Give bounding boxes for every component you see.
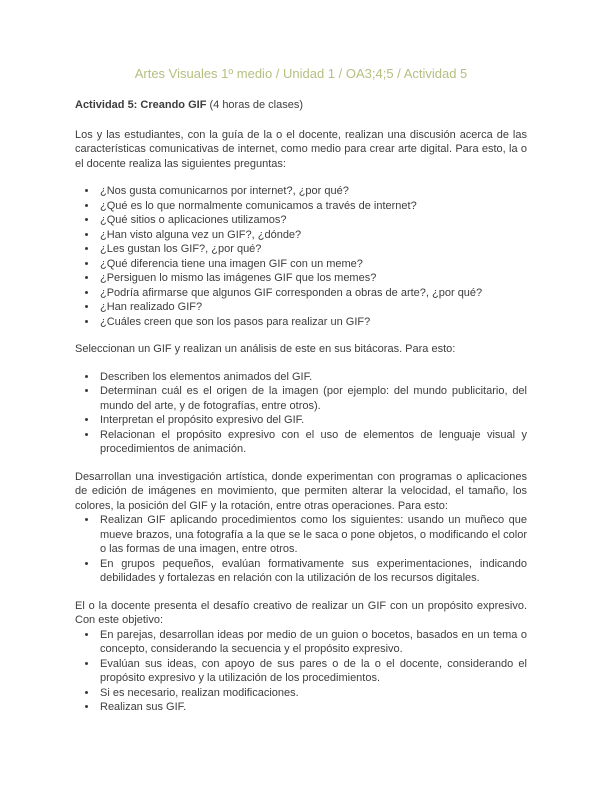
activity-heading: [75, 98, 527, 113]
doc-title: Artes Visuales 1º medio / Unidad 1 / OA3;4;5 / Actividad 5: [134, 66, 468, 81]
list-item: • ¿Les gustan los GIF?, ¿por qué?: [98, 242, 527, 257]
activity-heading-bold: Actividad 5: Creando GIF: [75, 99, 207, 111]
list-item: • ¿Persiguen lo mismo las imágenes GIF que los memes?: [98, 271, 527, 286]
list-item: • Determinan cuál es el origen de la imagen (por ejemplo: del mundo publicitario, del mundo del arte, y de fotografías, entre otros).: [98, 384, 527, 413]
list-item: • En grupos pequeños, evalúan formativamente sus experimentaciones, indicando debilidades y fortalezas en relación con la utilización de los recursos digitales.: [98, 557, 527, 586]
activity-heading-note: (4 horas de clases): [206, 99, 304, 111]
list-item: • Realizan sus GIF.: [98, 700, 527, 715]
list-item: • En parejas, desarrollan ideas por medio de un guion o bocetos, basados en un tema o concepto, considerando la secuencia y el propósito expresivo.: [98, 628, 527, 657]
section-3-intro: Desarrollan una investigación artística, donde experimentan con programas o aplicaciones de edición de imágenes en movimiento, que permiten alterar la velocidad, el tamaño, los colores, la posición del GIF y la rotación, entre otras operaciones. Para esto:: [75, 470, 527, 512]
list-item: • Relacionan el propósito expresivo con el uso de elementos de lenguaje visual y procedimientos de animación.: [98, 428, 527, 457]
list-item: • ¿Qué sitios o aplicaciones utilizamos?: [98, 213, 527, 228]
list-item: • Evalúan sus ideas, con apoyo de sus pares o de la o el docente, considerando el propósito expresivo y la utilización de los procedimientos.: [98, 657, 527, 686]
section-4-challenge-list: [75, 628, 527, 715]
list-item: • ¿Cuáles creen que son los pasos para realizar un GIF?: [98, 315, 527, 330]
section-1-question-list: [75, 184, 527, 329]
list-item: • ¿Han realizado GIF?: [98, 300, 527, 315]
list-item: • ¿Qué diferencia tiene una imagen GIF con un meme?: [98, 257, 527, 272]
list-item: • Si es necesario, realizan modificaciones.: [98, 686, 527, 701]
list-item: • ¿Nos gusta comunicarnos por internet?, ¿por qué?: [98, 184, 527, 199]
list-item: • Interpretan el propósito expresivo del GIF.: [98, 413, 527, 428]
section-1-intro: Los y las estudiantes, con la guía de la o el docente, realizan una discusión acerca de las características comunicativas de internet, como medio para crear arte digital. Para esto, la o el docente realiza las siguientes preguntas:: [75, 128, 527, 170]
section-3-experiment-list: [75, 513, 527, 586]
section-4-intro: El o la docente presenta el desafío creativo de realizar un GIF con un propósito expresivo. Con este objetivo:: [75, 599, 527, 626]
list-item: • Realizan GIF aplicando procedimientos como los siguientes: usando un muñeco que mueve brazos, una fotografía a la que se le saca o pone objetos, o modificando el color o las formas de una imagen, entre otros.: [98, 513, 527, 557]
list-item: • ¿Han visto alguna vez un GIF?, ¿dónde?: [98, 228, 527, 243]
list-item: • Describen los elementos animados del GIF.: [98, 370, 527, 385]
list-item: • ¿Qué es lo que normalmente comunicamos a través de internet?: [98, 199, 527, 214]
list-item: • ¿Podría afirmarse que algunos GIF corresponden a obras de arte?, ¿por qué?: [98, 286, 527, 301]
section-2-intro: Seleccionan un GIF y realizan un análisis de este en sus bitácoras. Para esto:: [75, 343, 456, 355]
section-2-analysis-list: [75, 370, 527, 457]
